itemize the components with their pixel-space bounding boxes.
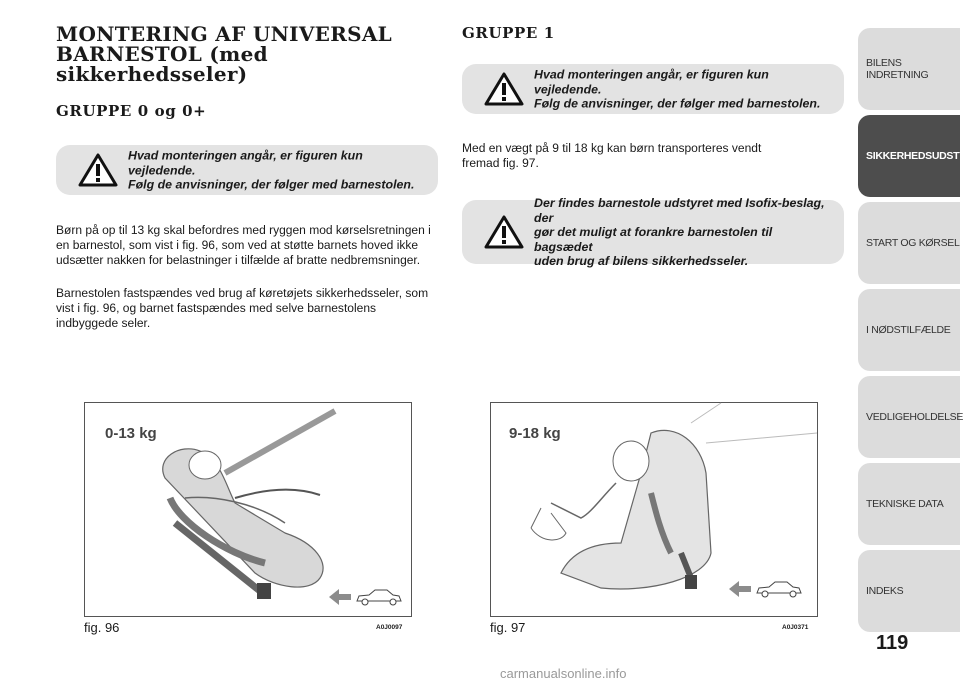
group-heading-0: GRUPPE 0 og 0+ — [56, 102, 207, 120]
warning-text: Hvad monteringen angår, er figuren kun vejledende. Følg de anvisninger, der følger med barnestolen. — [128, 148, 415, 192]
tab-label: INDEKS — [866, 585, 904, 597]
tab-indeks[interactable] — [858, 550, 960, 632]
warning-triangle-icon — [484, 72, 524, 106]
paragraph: Med en vægt på 9 til 18 kg kan børn transporteres vendt fremad fig. 97. — [462, 141, 762, 170]
page-number: 119 — [876, 632, 909, 654]
paragraph: Barnestolen fastspændes ved brug af køretøjets sikkerhedsseler, som vist i fig. 96, og barnet fastspændes med selve barnestolens indbyggede seler. — [56, 286, 429, 330]
tab-vedligeholdelse[interactable] — [858, 376, 964, 458]
warning-box — [462, 195, 844, 268]
tab-i-nodstilfaelde[interactable] — [858, 289, 960, 371]
paragraph: Børn på op til 13 kg skal befordres med ryggen mod kørselsretningen i en barnestol, som vist i fig. 96, som ved at støtte barnets hoved ikke udsætter nakken for belastninger i tilfælde af bratte nedbremsninger. — [56, 223, 431, 267]
tab-label: VEDLIGEHOLDELSE — [866, 411, 964, 423]
figure-97 — [490, 402, 818, 617]
figure-caption: fig. 97 — [490, 620, 526, 635]
group-heading-1: GRUPPE 1 — [462, 24, 555, 42]
warning-triangle-icon — [484, 215, 524, 249]
tab-start-og-korsel[interactable] — [858, 202, 960, 284]
tab-bilens-indretning[interactable] — [858, 28, 960, 110]
tab-label: SIKKERHEDSUDSTYR — [866, 150, 973, 162]
tab-label: START OG KØRSEL — [866, 237, 960, 249]
figure-weight-label: 9-18 kg — [509, 425, 561, 442]
figure-caption: fig. 96 — [84, 620, 120, 635]
figure-weight-label: 0-13 kg — [105, 425, 157, 442]
tab-label: BILENS INDRETNING — [866, 57, 929, 81]
figure-code: A0J0097 — [376, 624, 403, 631]
watermark: carmanualsonline.info — [500, 666, 627, 681]
tab-label: TEKNISKE DATA — [866, 498, 944, 510]
warning-box — [462, 64, 844, 114]
direction-arrow-icon — [729, 581, 751, 597]
direction-arrow-icon — [329, 589, 351, 605]
tab-label: I NØDSTILFÆLDE — [866, 324, 951, 336]
car-icon — [357, 590, 401, 605]
figure-code: A0J0371 — [782, 624, 809, 631]
figure-96 — [84, 402, 412, 617]
tab-tekniske-data[interactable] — [858, 463, 960, 545]
warning-text: Hvad monteringen angår, er figuren kun vejledende. Følg de anvisninger, der følger med barnestolen. — [534, 67, 821, 111]
car-icon — [757, 582, 801, 597]
section-heading: MONTERING AF UNIVERSAL BARNESTOL (med sikkerhedsseler) — [56, 22, 393, 86]
warning-triangle-icon — [78, 153, 118, 187]
tab-sikkerhedsudstyr[interactable] — [858, 115, 973, 197]
warning-box — [56, 145, 438, 195]
warning-text: Der findes barnestole udstyret med Isofix-beslag, der gør det muligt at forankre barnestolen til bagsædet uden brug af bilens sikkerhedsseler. — [534, 195, 825, 268]
